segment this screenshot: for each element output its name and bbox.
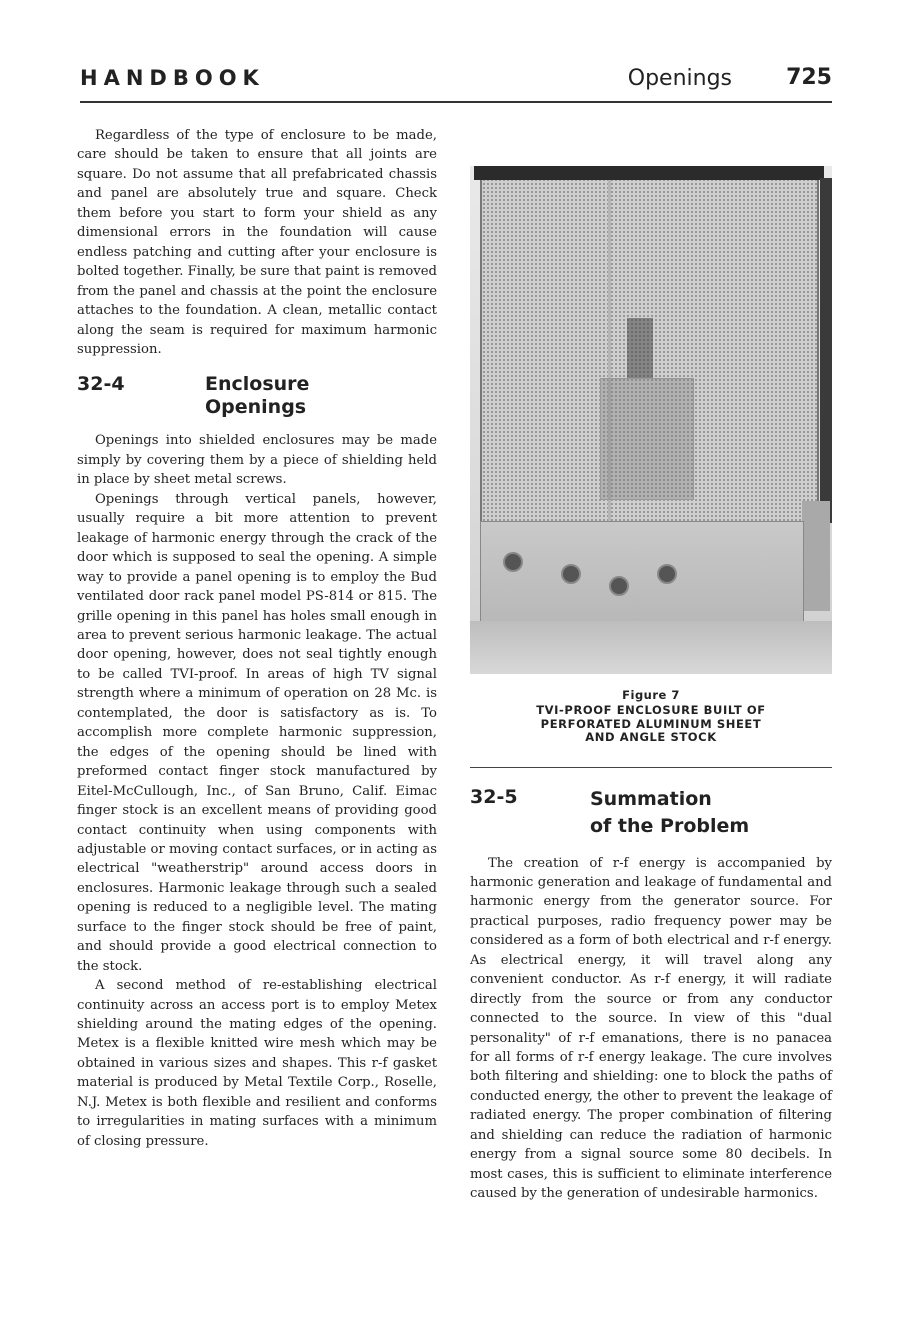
tube-socket-image — [600, 378, 694, 500]
control-knob-icon — [657, 564, 677, 584]
left-column — [77, 126, 437, 1151]
section-heading-32-4 — [77, 373, 437, 419]
enclosure-side-edge — [820, 178, 832, 523]
section-number: 32-5 — [470, 785, 518, 808]
running-head-book: HANDBOOK — [80, 66, 265, 90]
section-title-line: Summation — [590, 787, 712, 810]
page-number: 725 — [786, 65, 832, 90]
section-heading-32-5 — [470, 786, 832, 840]
paragraph: A second method of re-establishing electrical continuity across an access port is to employ Metex shielding around the mating edges of the opening. Metex is a flexible knitted wire mesh which may be obtained in various sizes and shapes. This r-f gasket material is produced by Metal Textile Corp., Roselle, N.J. Metex is both flexible and resilient and conforms to irregularities in mating surfaces with a minimum of closing pressure. — [77, 978, 437, 1149]
header-rule — [80, 101, 832, 103]
caption-line: AND ANGLE STOCK — [585, 730, 717, 744]
perforated-enclosure — [480, 176, 819, 525]
page-header — [80, 60, 832, 100]
control-knob-icon — [561, 564, 581, 584]
section-title-line: of the Problem — [590, 814, 750, 837]
section-divider — [470, 767, 832, 768]
figure-caption-text — [470, 704, 832, 745]
paragraph: Regardless of the type of enclosure to be made, care should be taken to ensure that all joints are square. Do not assume that all prefabricated chassis and panel are absolutely true and square. Check them before you start to form your shield as any dimensional errors in the foundation will cause endless patching and cutting after your enclosure is bolted together. Finally, be sure that paint is removed from the panel and chassis at the point the enclosure attaches to the foundation. A clean, metallic contact along the seam is required for maximum harmonic suppression. — [77, 128, 437, 357]
control-knob-icon — [609, 576, 629, 596]
right-column — [470, 166, 832, 1204]
paragraph: Openings through vertical panels, however, usually require a bit more attention to prevent leakage of harmonic energy through the crack of the door which is supposed to seal the opening. A simple way to provide a panel opening is to employ the Bud ventilated door rack panel model PS-814 or 815. The grille opening in this panel has holes small enough in area to prevent serious harmonic leakage. The actual door opening, however, does not seal tightly enough to be called TVI-proof. In areas of high TV signal strength where a minimum of operation on 28 Mc. is contemplated, the door is satisfactory as is. To accomplish more complete harmonic suppression, the edges of the opening should be lined with preformed contact finger stock manufactured by Eitel-McCullough, Inc., of San Bruno, Calif. Eimac finger stock is an excellent means of providing good contact continuity when using components with adjustable or moving contact surfaces, or in acting as electrical "weatherstrip" around access doors in enclosures. Harmonic leakage through such a sealed opening is reduced to a negligible level. The mating surface to the finger stock should be free of paint, and should provide a good electrical connection to the stock. — [77, 491, 437, 974]
section-title-line: Openings — [205, 396, 307, 419]
section-title — [205, 373, 309, 419]
section-title-line: Enclosure — [205, 373, 310, 396]
enclosure-top-edge — [474, 166, 824, 180]
meter-knob-icon — [503, 552, 523, 572]
caption-line: TVI-PROOF ENCLOSURE BUILT OF — [536, 703, 766, 717]
enclosure-photograph — [470, 166, 832, 674]
caption-line: PERFORATED ALUMINUM SHEET — [540, 716, 762, 731]
paragraph: Openings into shielded enclosures may be made simply by covering them by a piece of shielding held in place by sheet metal screws. — [77, 433, 437, 488]
front-panel — [480, 521, 804, 623]
section-title — [590, 786, 749, 840]
running-head-section: Openings — [627, 66, 732, 91]
section-number: 32-4 — [77, 373, 125, 396]
figure-caption — [470, 688, 832, 745]
photo-floor — [470, 621, 832, 674]
chassis-side — [802, 501, 830, 611]
figure-label: Figure 7 — [622, 688, 680, 702]
paragraph: The creation of r-f energy is accompanied by harmonic generation and leakage of fundamental and harmonic energy from the generator source. For practical purposes, radio frequency power may be considered as a form of both electrical and r-f energy. As electrical energy, it will travel along any convenient conductor. As r-f energy, it will radiate directly from the source or from any conductor connected to the source. In view of this "dual personality" of r-f emanations, there is no panacea for all forms of r-f energy leakage. The cure involves both filtering and shielding: one to block the paths of conducted energy, the other to prevent the leakage of radiated energy. The proper combination of filtering and shielding can reduce the radiation of harmonic energy from a signal source some 80 decibels. In most cases, this is sufficient to eliminate interference caused by the generation of undesirable harmonics. — [470, 855, 832, 1202]
tube-image — [627, 318, 653, 378]
